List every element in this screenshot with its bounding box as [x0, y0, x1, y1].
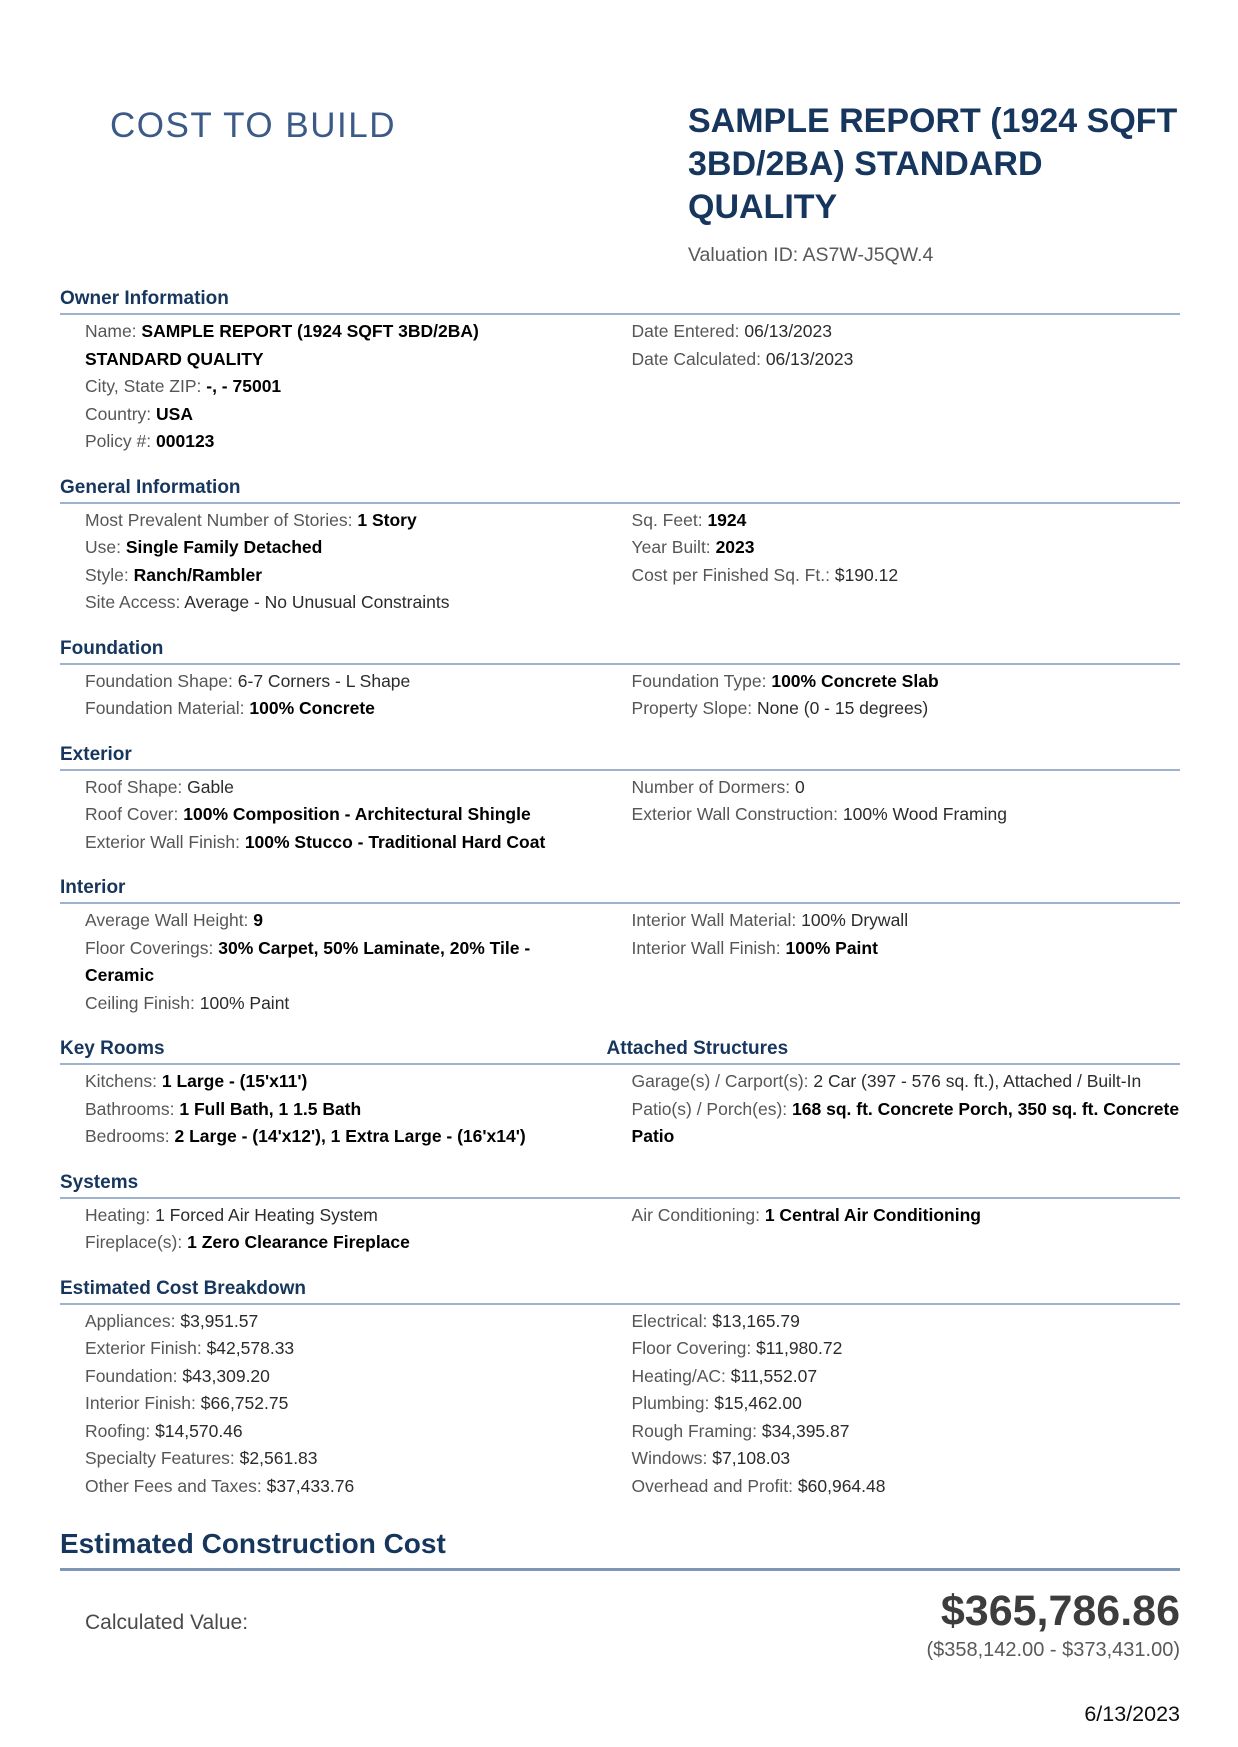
field-label: Site Access: — [85, 592, 181, 613]
section-interior — [60, 877, 1180, 1017]
field-row — [85, 589, 573, 617]
field-value: Ranch/Rambler — [133, 564, 263, 585]
field-label: Number of Dormers: — [631, 776, 791, 797]
field-value: Single Family Detached — [125, 537, 323, 558]
cost-label: Plumbing: — [631, 1393, 710, 1414]
field-value: 06/13/2023 — [765, 348, 854, 369]
section-title: Owner Information — [60, 288, 229, 310]
cost-label: Overhead and Profit: — [631, 1475, 794, 1496]
field-label: Most Prevalent Number of Stories: — [85, 509, 353, 530]
field-value: -, - 75001 — [206, 376, 282, 397]
section-title: Foundation — [60, 637, 164, 659]
cost-label: Rough Framing: — [631, 1420, 758, 1441]
field-row — [632, 801, 1180, 829]
field-label: Year Built: — [631, 537, 711, 558]
field-label: Fireplace(s): — [85, 1232, 183, 1253]
field-value: 1 Zero Clearance Fireplace — [187, 1232, 410, 1253]
section-title: Estimated Cost Breakdown — [60, 1277, 306, 1299]
field-row — [632, 1202, 1180, 1230]
field-row — [85, 1096, 573, 1124]
field-row — [85, 1229, 573, 1257]
field-value: 2023 — [715, 537, 755, 558]
field-value: 1 Forced Air Heating System — [155, 1204, 378, 1225]
field-value: 9 — [253, 910, 264, 931]
cost-value: $66,752.75 — [200, 1393, 289, 1414]
field-label: Kitchens: — [85, 1071, 157, 1092]
cost-row — [85, 1390, 573, 1418]
field-row — [85, 1068, 573, 1096]
cost-value: $11,980.72 — [756, 1338, 843, 1359]
cost-value: $11,552.07 — [730, 1365, 818, 1386]
field-label: Patio(s) / Porch(es): — [631, 1098, 788, 1119]
field-row — [85, 668, 573, 696]
field-value: 100% Composition - Architectural Shingle — [183, 804, 531, 825]
field-value: Average - No Unusual Constraints — [184, 592, 450, 613]
field-row — [632, 935, 1180, 963]
section-general-information — [60, 477, 1180, 617]
cost-label: Floor Covering: — [631, 1338, 752, 1359]
report-title: SAMPLE REPORT (1924 SQFT 3BD/2BA) STANDARD QUALITY — [688, 102, 1178, 226]
cost-value: $14,570.46 — [155, 1420, 243, 1441]
cost-value: $15,462.00 — [714, 1393, 802, 1414]
field-row — [85, 507, 573, 535]
field-row — [85, 1123, 573, 1151]
field-label: Interior Wall Finish: — [631, 937, 781, 958]
field-value: USA — [156, 403, 193, 424]
field-value: 100% Drywall — [801, 910, 909, 931]
cost-label: Exterior Finish: — [85, 1338, 202, 1359]
cost-row — [85, 1473, 573, 1501]
field-label: City, State ZIP: — [85, 376, 202, 397]
section-divider — [60, 1303, 1180, 1305]
cost-label: Appliances: — [85, 1310, 176, 1331]
field-value: 100% Concrete Slab — [771, 670, 939, 691]
field-label: Country: — [85, 403, 152, 424]
field-row — [632, 695, 1180, 723]
field-label: Date Calculated: — [631, 348, 761, 369]
field-row — [85, 1202, 573, 1230]
field-value: 6-7 Corners - L Shape — [237, 670, 411, 691]
field-value: 100% Stucco - Traditional Hard Coat — [244, 831, 546, 852]
field-value: $190.12 — [834, 564, 899, 585]
field-value: 1 Central Air Conditioning — [764, 1204, 981, 1225]
field-value: 1924 — [707, 509, 747, 530]
field-value: 100% Paint — [785, 937, 878, 958]
field-row — [85, 373, 573, 401]
section-title: Interior — [60, 877, 126, 899]
field-label: Air Conditioning: — [631, 1204, 760, 1225]
section-divider — [60, 769, 1180, 771]
field-label: Bathrooms: — [85, 1098, 175, 1119]
cost-row — [632, 1390, 1180, 1418]
title-block — [688, 100, 1180, 267]
field-label: Average Wall Height: — [85, 910, 249, 931]
cost-value: $43,309.20 — [182, 1365, 270, 1386]
field-value: 100% Wood Framing — [842, 804, 1007, 825]
field-label: Property Slope: — [631, 698, 753, 719]
field-row — [85, 318, 573, 373]
report-header — [60, 100, 1180, 267]
section-title: General Information — [60, 476, 241, 498]
field-value: 168 sq. ft. Concrete Porch, 350 sq. ft. Concrete Patio — [631, 1098, 1180, 1147]
field-row — [85, 990, 573, 1018]
cost-row — [632, 1445, 1180, 1473]
field-row — [632, 318, 1180, 346]
section-divider — [60, 1197, 1180, 1199]
field-label: Foundation Shape: — [85, 670, 233, 691]
cost-row — [85, 1363, 573, 1391]
cost-to-build-logo: COST TO BUILD — [110, 106, 396, 145]
section-divider — [60, 1063, 1180, 1065]
cost-label: Other Fees and Taxes: — [85, 1475, 262, 1496]
field-label: Garage(s) / Carport(s): — [631, 1071, 809, 1092]
field-value: 06/13/2023 — [744, 321, 832, 342]
field-value: 0 — [794, 776, 805, 797]
field-row — [632, 907, 1180, 935]
field-label: Date Entered: — [631, 321, 740, 342]
cost-row — [85, 1445, 573, 1473]
section-systems — [60, 1172, 1180, 1257]
section-divider — [60, 313, 1180, 315]
cost-value: $60,964.48 — [797, 1475, 886, 1496]
cost-row — [632, 1308, 1180, 1336]
cost-value: $42,578.33 — [206, 1338, 295, 1359]
field-label: Ceiling Finish: — [85, 992, 195, 1013]
section-estimated-cost-breakdown — [60, 1278, 1180, 1501]
section-title-key-rooms: Key Rooms — [60, 1038, 165, 1060]
calculated-value-range: ($358,142.00 - $373,431.00) — [926, 1638, 1180, 1661]
field-value: 100% Concrete — [249, 698, 375, 719]
field-label: Bedrooms: — [85, 1126, 170, 1147]
field-row — [632, 507, 1180, 535]
field-value: 1 Full Bath, 1 1.5 Bath — [179, 1098, 362, 1119]
section-owner-information — [60, 288, 1180, 456]
field-value: 2 Large - (14'x12'), 1 Extra Large - (16'x14') — [174, 1126, 526, 1147]
field-row — [85, 695, 573, 723]
field-label: Roof Shape: — [85, 776, 183, 797]
field-label: Roof Cover: — [85, 804, 179, 825]
field-label: Interior Wall Material: — [631, 910, 797, 931]
section-estimated-construction-cost — [60, 1528, 1180, 1661]
field-row — [85, 428, 573, 456]
cost-row — [85, 1308, 573, 1336]
field-row — [632, 562, 1180, 590]
field-row — [85, 935, 573, 990]
section-foundation — [60, 638, 1180, 723]
field-row — [632, 668, 1180, 696]
cost-label: Foundation: — [85, 1365, 178, 1386]
field-value: None (0 - 15 degrees) — [757, 698, 929, 719]
cost-label: Roofing: — [85, 1420, 151, 1441]
cost-value: $13,165.79 — [712, 1310, 800, 1331]
cost-value: $34,395.87 — [761, 1420, 850, 1441]
section-key-rooms-attached-structures — [60, 1038, 1180, 1151]
field-row — [632, 1068, 1180, 1096]
field-value: Gable — [187, 776, 234, 797]
valuation-id: Valuation ID: AS7W-J5QW.4 — [688, 244, 934, 267]
field-value: 30% Carpet, 50% Laminate, 20% Tile - Ceramic — [85, 937, 531, 986]
field-label: Floor Coverings: — [85, 937, 214, 958]
field-row — [632, 1096, 1180, 1151]
cost-row — [85, 1335, 573, 1363]
field-value: 000123 — [156, 431, 215, 452]
field-row — [85, 801, 573, 829]
cost-row — [632, 1473, 1180, 1501]
cost-label: Heating/AC: — [631, 1365, 726, 1386]
field-label: Use: — [85, 537, 121, 558]
field-value: 2 Car (397 - 576 sq. ft.), Attached / Built-In — [813, 1071, 1142, 1092]
field-label: Sq. Feet: — [631, 509, 703, 530]
field-value: 100% Paint — [199, 992, 290, 1013]
field-row — [632, 534, 1180, 562]
summary-divider — [60, 1568, 1180, 1571]
section-exterior — [60, 744, 1180, 857]
cost-label: Windows: — [631, 1448, 708, 1469]
field-row — [85, 774, 573, 802]
field-row — [85, 534, 573, 562]
field-label: Policy #: — [85, 431, 152, 452]
calculated-value-label: Calculated Value: — [85, 1611, 249, 1635]
section-divider — [60, 663, 1180, 665]
cost-label: Electrical: — [631, 1310, 708, 1331]
calculated-value-amount: $365,786.86 — [940, 1587, 1180, 1636]
field-row — [85, 907, 573, 935]
cost-value: $3,951.57 — [180, 1310, 259, 1331]
field-label: Foundation Type: — [631, 670, 767, 691]
cost-value: $7,108.03 — [712, 1448, 791, 1469]
field-label: Name: — [85, 321, 137, 342]
cost-value: $37,433.76 — [266, 1475, 355, 1496]
cost-row — [632, 1335, 1180, 1363]
section-divider — [60, 902, 1180, 904]
field-value: 1 Large - (15'x11') — [161, 1071, 308, 1092]
cost-value: $2,561.83 — [239, 1448, 318, 1469]
cost-label: Interior Finish: — [85, 1393, 196, 1414]
field-label: Heating: — [85, 1204, 151, 1225]
cost-label: Specialty Features: — [85, 1448, 235, 1469]
field-row — [85, 829, 573, 857]
section-title: Exterior — [60, 743, 132, 765]
footer-date: 6/13/2023 — [1084, 1701, 1180, 1726]
field-label: Cost per Finished Sq. Ft.: — [631, 564, 830, 585]
field-row — [632, 774, 1180, 802]
section-divider — [60, 502, 1180, 504]
field-label: Foundation Material: — [85, 698, 245, 719]
section-title: Systems — [60, 1171, 139, 1193]
cost-row — [632, 1363, 1180, 1391]
field-row — [632, 346, 1180, 374]
field-label: Style: — [85, 564, 129, 585]
summary-title: Estimated Construction Cost — [60, 1528, 446, 1560]
field-row — [85, 401, 573, 429]
field-value: 1 Story — [357, 509, 417, 530]
field-value: SAMPLE REPORT (1924 SQFT 3BD/2BA) STANDARD QUALITY — [85, 321, 479, 369]
cost-row — [632, 1418, 1180, 1446]
cost-row — [85, 1418, 573, 1446]
field-label: Exterior Wall Finish: — [85, 831, 240, 852]
field-row — [85, 562, 573, 590]
field-label: Exterior Wall Construction: — [631, 804, 839, 825]
section-title-attached-structures: Attached Structures — [606, 1038, 789, 1060]
